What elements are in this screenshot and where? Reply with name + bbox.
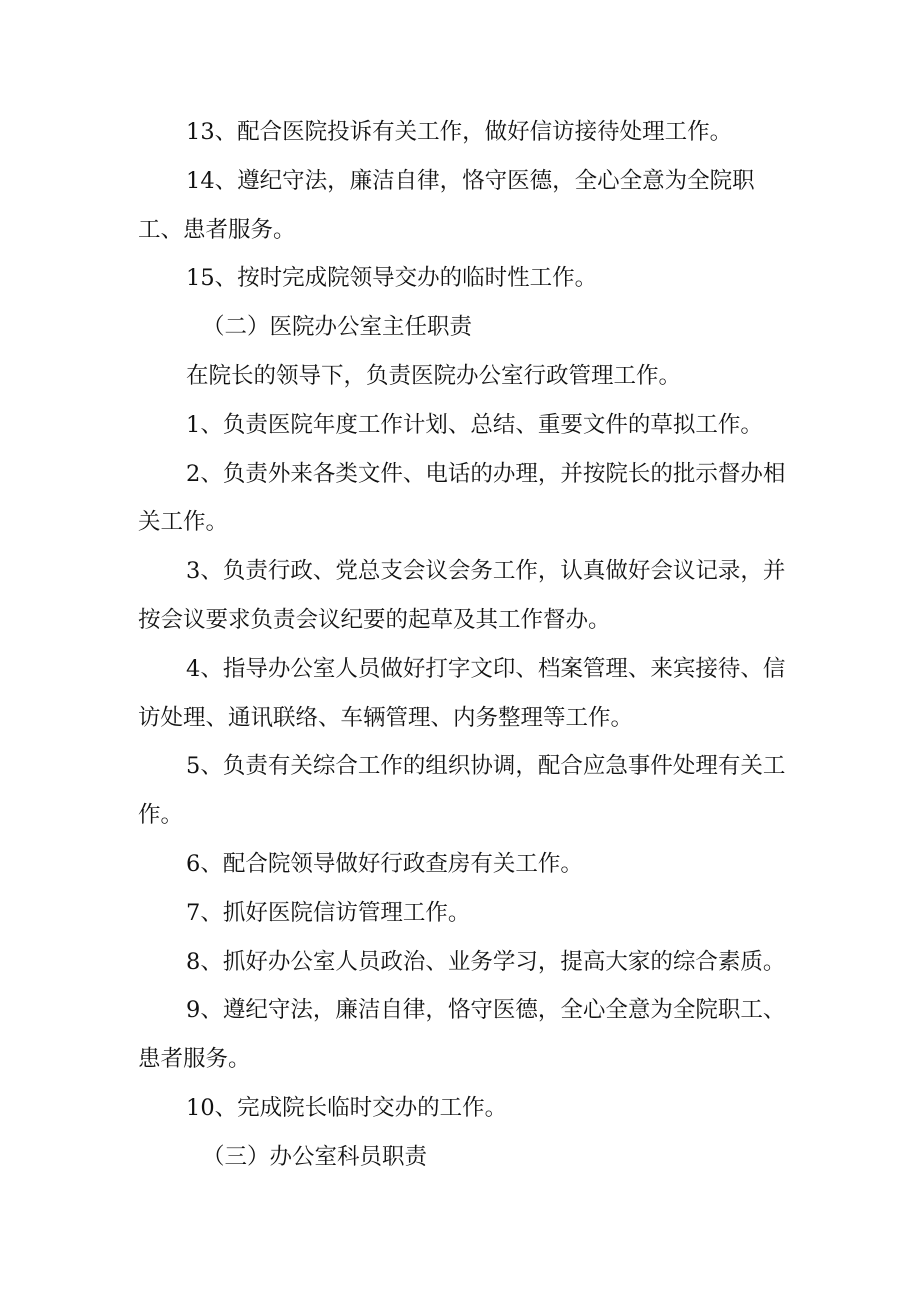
document-body	[138, 108, 788, 1182]
paragraph-item-4: 4、指导办公室人员做好打字文印、档案管理、来宾接待、信访处理、通讯联络、车辆管理、内务整理等工作。	[138, 655, 786, 731]
section-heading-clerk-duties: （三）办公室科员职责	[202, 1143, 428, 1170]
section-intro: 在院长的领导下，负责医院办公室行政管理工作。	[186, 362, 682, 389]
paragraph-item-10: 10、完成院长临时交办的工作。	[186, 1094, 508, 1121]
paragraph-item-6: 6、配合院领导做好行政查房有关工作。	[186, 850, 583, 877]
paragraph-item-1: 1、负责医院年度工作计划、总结、重要文件的草拟工作。	[186, 411, 763, 438]
paragraph-item-2: 2、负责外来各类文件、电话的办理，并按院长的批示督办相关工作。	[138, 460, 786, 536]
paragraph-item-9: 9、遵纪守法，廉洁自律，恪守医德，全心全意为全院职工、患者服务。	[138, 997, 786, 1073]
paragraph-item-7: 7、抓好医院信访管理工作。	[186, 899, 471, 926]
paragraph-item-3: 3、负责行政、党总支会议会务工作，认真做好会议记录，并按会议要求负责会议纪要的起草及其工作督办。	[138, 558, 786, 633]
paragraph-item-14: 14、遵纪守法，廉洁自律，恪守医德，全心全意为全院职工、患者服务。	[138, 167, 755, 243]
paragraph-item-5: 5、负责有关综合工作的组织协调，配合应急事件处理有关工作。	[138, 753, 786, 829]
paragraph-item-15: 15、按时完成院领导交办的临时性工作。	[186, 265, 598, 292]
section-heading-director-duties: （二）医院办公室主任职责	[202, 314, 473, 341]
paragraph-item-13: 13、配合医院投诉有关工作，做好信访接待处理工作。	[186, 119, 733, 145]
paragraph-item-8: 8、抓好办公室人员政治、业务学习，提高大家的综合素质。	[186, 948, 786, 975]
